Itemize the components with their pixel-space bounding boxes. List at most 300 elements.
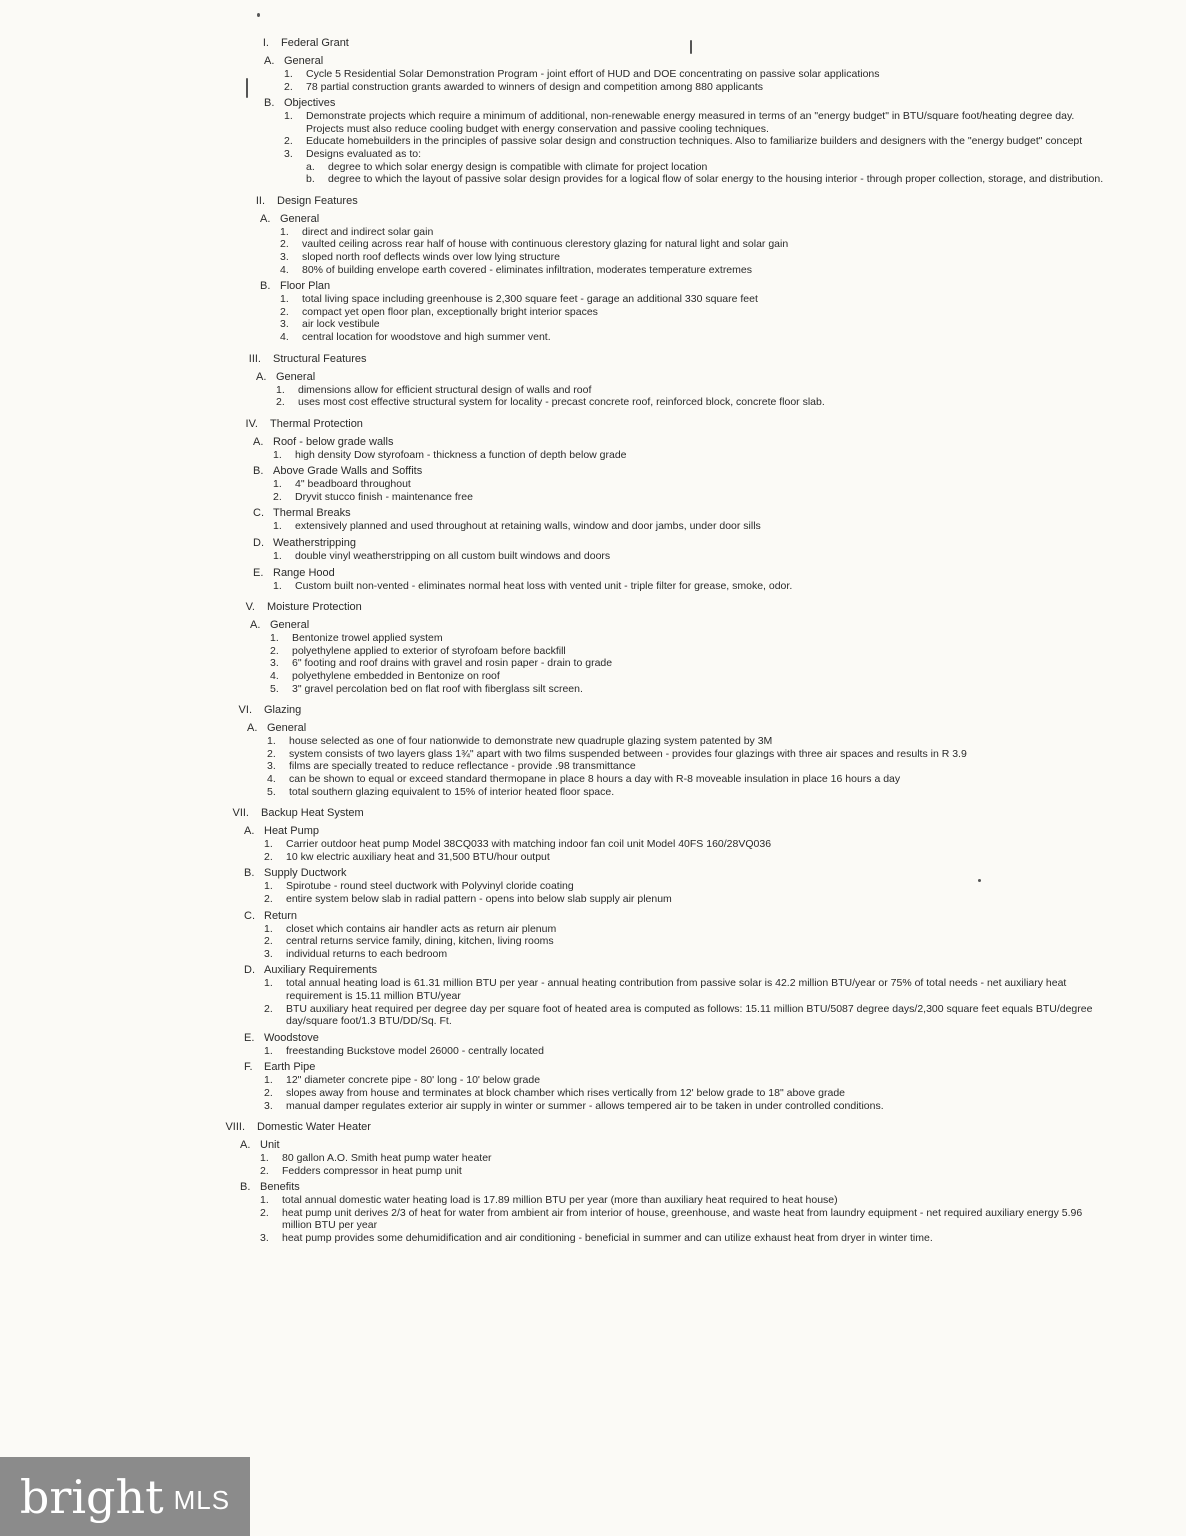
subsection-heading <box>244 909 1110 923</box>
outline-subsection <box>253 464 1110 503</box>
subsection-heading <box>260 279 1110 293</box>
section-number: V. <box>245 601 255 614</box>
item-number: 1. <box>264 922 273 935</box>
list-item <box>270 657 1110 670</box>
item-text-content: system consists of two layers glass 1¾" apart with two films suspended between - provides four glazings with three air spaces and results in R 3.9 <box>289 747 967 760</box>
list-item <box>264 1087 1110 1100</box>
list-item <box>270 683 1110 696</box>
item-text-content: total annual heating load is 61.31 million BTU per year - annual heating contribution from passive solar is 42.2 million BTU/year or 75% of total needs - net auxiliary heat requirement is 15.11 million BTU/year <box>286 977 1067 1002</box>
item-number: 5. <box>267 785 276 798</box>
list-item <box>270 645 1110 658</box>
item-number: 2. <box>273 490 282 503</box>
item-text <box>295 449 1110 462</box>
outline-subsection <box>244 1060 1110 1112</box>
item-text-content: total annual domestic water heating load is 17.89 million BTU per year (more than auxiliary heat required to heat house) <box>282 1194 838 1207</box>
list-item <box>264 1045 1110 1058</box>
item-list <box>284 68 1110 93</box>
list-item <box>280 306 1110 319</box>
item-number: 1. <box>270 632 279 645</box>
section-number: VIII. <box>225 1121 245 1134</box>
item-text-content: double vinyl weatherstripping on all custom built windows and doors <box>295 550 611 563</box>
item-text <box>302 226 1110 239</box>
item-text-content: Spirotube - round steel ductwork with Polyvinyl cloride coating <box>286 880 574 893</box>
item-text <box>282 1165 1110 1178</box>
subsection-letter: D. <box>253 537 264 550</box>
subsection-letter: A. <box>264 55 275 67</box>
item-number: 1. <box>264 977 273 990</box>
outline-subsection <box>244 1031 1110 1058</box>
item-number: 1. <box>273 448 282 461</box>
list-item <box>280 251 1110 264</box>
section-number: III. <box>248 352 261 365</box>
item-number: 1. <box>273 520 282 533</box>
item-number: 2. <box>280 238 289 251</box>
list-item <box>273 550 1110 563</box>
subsection-heading <box>244 963 1110 977</box>
brand-watermark <box>0 1457 250 1536</box>
item-number: 1. <box>273 478 282 491</box>
item-text-content: 3" gravel percolation bed on flat roof with fiberglass silt screen. <box>292 682 583 695</box>
item-text-content: Bentonize trowel applied system <box>292 632 443 645</box>
item-text-content: Demonstrate projects which require a minimum of additional, non-renewable energy measured in terms of an "energy budget" in BTU/square foot/heating degree day. Projects must also reduce cooling budget with energy conservation and passive cooling techniques. <box>306 110 1075 135</box>
scan-speck <box>690 40 692 54</box>
item-list <box>280 293 1110 343</box>
scan-speck <box>246 78 248 98</box>
item-text-content: uses most cost effective structural system for locality - precast concrete roof, reinforced block, concrete floor slab. <box>298 396 825 409</box>
subsection-heading <box>253 506 1110 520</box>
section-number: VII. <box>232 807 249 820</box>
outline-section <box>222 703 1110 798</box>
item-text-content: Fedders compressor in heat pump unit <box>282 1164 462 1177</box>
item-number: 2. <box>260 1206 269 1219</box>
subsection-letter: A. <box>260 212 271 225</box>
list-item <box>284 81 1110 94</box>
outline-section <box>225 600 1110 695</box>
subsection-title: Thermal Breaks <box>273 507 351 520</box>
subsection-title: Woodstove <box>264 1031 319 1044</box>
item-text <box>298 396 1110 409</box>
item-text <box>295 491 1110 504</box>
section-number: II. <box>255 194 265 207</box>
item-number: 1. <box>284 110 293 123</box>
section-title: Backup Heat System <box>261 807 364 820</box>
item-text-content: total living space including greenhouse is 2,300 square feet - garage an additional 330 square feet <box>302 293 758 306</box>
list-item <box>264 893 1110 906</box>
list-item <box>260 1232 1110 1245</box>
outline-subsection <box>244 909 1110 961</box>
outline-subsection <box>264 54 1110 93</box>
item-text-content: Cycle 5 Residential Solar Demonstration Program - joint effort of HUD and DOE concentrating on passive solar applications <box>306 68 880 80</box>
outline-subsection <box>260 279 1110 343</box>
section-heading <box>231 352 1110 367</box>
subsection-title: Weatherstripping <box>273 537 356 550</box>
item-list <box>273 580 1110 593</box>
subsection-heading <box>253 464 1110 478</box>
subsection-letter: C. <box>253 507 264 520</box>
section-heading <box>219 806 1110 821</box>
outline-subsection <box>240 1180 1110 1244</box>
subsection-heading <box>264 54 1110 68</box>
subsection-title: Range Hood <box>273 566 335 579</box>
item-text-content: BTU auxiliary heat required per degree day per square foot of heated area is computed as follows: 15.11 million BTU/5087 degree days/2,300 square feet equals BTU/degree day/square foot/1.3 BTU/DD/Sq. Ft. <box>286 1002 1093 1028</box>
item-text <box>286 880 1110 893</box>
outline-subsection <box>244 824 1110 863</box>
item-text <box>289 760 1110 773</box>
list-item <box>273 478 1110 491</box>
list-item <box>280 226 1110 239</box>
item-number: 2. <box>260 1164 269 1177</box>
item-text-content: can be shown to equal or exceed standard thermopane in place 8 hours a day with R-8 moveable insulation in place 16 hours a day <box>289 773 901 785</box>
item-text <box>289 786 1110 799</box>
outline-subsection <box>244 866 1110 905</box>
outline-subsection <box>260 212 1110 276</box>
item-text-content: 80 gallon A.O. Smith heat pump water heater <box>282 1152 492 1165</box>
list-item <box>280 331 1110 344</box>
item-number: 4. <box>280 263 289 276</box>
subsection-title: Supply Ductwork <box>264 867 347 880</box>
item-text-content: closet which contains air handler acts as return air plenum <box>286 922 557 935</box>
item-text-content: Designs evaluated as to: <box>306 147 421 160</box>
outline-section <box>215 1120 1110 1245</box>
subsection-letter: B. <box>264 97 275 110</box>
list-item <box>273 580 1110 593</box>
item-number: 4. <box>270 670 279 683</box>
subsection-letter: B. <box>240 1181 251 1194</box>
item-text <box>286 851 1110 864</box>
subsection-heading <box>256 370 1110 384</box>
subsection-heading <box>244 1060 1110 1074</box>
item-text-content: Educate homebuilders in the principles of passive solar design and construction techniques. Also to familiarize builders and designers with the "energy budget" concept <box>306 135 1083 148</box>
item-number: 1. <box>284 68 293 80</box>
item-list <box>260 1152 1110 1177</box>
subsection-title: Roof - below grade walls <box>273 435 394 448</box>
list-item <box>264 851 1110 864</box>
section-number: I. <box>262 37 269 49</box>
item-text-content: 80% of building envelope earth covered - eliminates infiltration, moderates temperature extremes <box>302 263 752 276</box>
item-text-content: individual returns to each bedroom <box>286 947 448 960</box>
item-text <box>286 893 1110 906</box>
item-text-content: total southern glazing equivalent to 15% of interior heated floor space. <box>289 785 615 798</box>
list-item <box>264 1100 1110 1113</box>
item-number: 3. <box>280 318 289 331</box>
item-number: 2. <box>264 935 273 948</box>
item-number: 3. <box>280 250 289 263</box>
list-item <box>280 264 1110 277</box>
item-list <box>264 923 1110 961</box>
subsection-title: Earth Pipe <box>264 1061 316 1074</box>
item-text <box>302 331 1110 344</box>
list-item <box>276 384 1110 397</box>
section-number: IV. <box>245 417 258 430</box>
list-item <box>260 1152 1110 1165</box>
subsection-title: General <box>280 212 320 225</box>
item-text <box>286 1100 1110 1113</box>
item-number: 2. <box>264 1086 273 1099</box>
item-text <box>295 520 1110 533</box>
item-text-content: central returns service family, dining, kitchen, living rooms <box>286 935 554 948</box>
outline-section <box>231 352 1110 409</box>
item-number: 1. <box>273 579 282 592</box>
outline-subsection <box>256 370 1110 409</box>
list-item <box>280 318 1110 331</box>
subitem-text: degree to which solar energy design is compatible with climate for project location <box>328 160 708 173</box>
item-number: 5. <box>270 682 279 695</box>
item-text-content: Custom built non-vented - eliminates normal heat loss with vented unit - triple filter for grease, smoke, odor. <box>295 579 793 592</box>
item-number: 3. <box>267 760 276 773</box>
item-text-content: high density Dow styrofoam - thickness a function of depth below grade <box>295 448 627 461</box>
item-text <box>302 238 1110 251</box>
subsection-letter: A. <box>253 435 264 448</box>
subsection-heading <box>253 536 1110 550</box>
subsection-title: General <box>276 370 316 383</box>
item-text-content: freestanding Buckstove model 26000 - centrally located <box>286 1044 544 1057</box>
subsection-title: Unit <box>260 1139 280 1152</box>
sub-list-item <box>306 161 1110 174</box>
item-text <box>292 683 1110 696</box>
list-item <box>264 923 1110 936</box>
list-item <box>267 735 1110 748</box>
list-item <box>284 148 1110 186</box>
subsection-letter: A. <box>256 370 267 383</box>
list-item <box>260 1165 1110 1178</box>
list-item <box>267 773 1110 786</box>
item-text-content: 4" beadboard throughout <box>295 478 411 491</box>
item-number: 3. <box>264 947 273 960</box>
subsection-letter: F. <box>244 1061 253 1074</box>
subsection-letter: D. <box>244 964 255 977</box>
subsection-title: Objectives <box>284 97 336 110</box>
item-text <box>295 478 1110 491</box>
item-text <box>292 657 1110 670</box>
item-list <box>264 977 1110 1027</box>
item-number: 1. <box>264 880 273 893</box>
item-text-content: polyethylene embedded in Bentonize on roof <box>292 670 500 683</box>
item-text <box>286 977 1110 1002</box>
item-text-content: dimensions allow for efficient structural design of walls and roof <box>298 383 592 396</box>
subsection-title: Benefits <box>260 1181 300 1194</box>
section-title: Moisture Protection <box>267 601 362 614</box>
list-item <box>270 670 1110 683</box>
item-text-content: 78 partial construction grants awarded to winners of design and competition among 880 applicants <box>306 80 764 93</box>
list-item <box>264 1003 1110 1028</box>
item-text <box>286 1074 1110 1087</box>
item-text-content: central location for woodstove and high summer vent. <box>302 330 551 343</box>
subsection-letter: C. <box>244 909 255 922</box>
item-text <box>302 318 1110 331</box>
outline-subsection <box>264 96 1110 186</box>
subsection-letter: A. <box>247 722 258 735</box>
item-text-content: 6" footing and roof drains with gravel and rosin paper - drain to grade <box>292 657 613 670</box>
list-item <box>284 110 1110 135</box>
item-text-content: extensively planned and used throughout at retaining walls, window and door jambs, under door sills <box>295 520 761 533</box>
item-text <box>295 550 1110 563</box>
list-item <box>264 838 1110 851</box>
item-number: 1. <box>273 550 282 563</box>
outline-subsection <box>250 618 1110 695</box>
section-heading <box>235 194 1110 209</box>
item-text-content: heat pump unit derives 2/3 of heat for water from ambient air from interior of house, greenhouse, and waste heat from laundry equipment - net required auxiliary energy 5.96 million BTU per year <box>282 1206 1083 1232</box>
item-text <box>306 135 1110 148</box>
item-list <box>267 735 1110 798</box>
subsection-heading <box>260 212 1110 226</box>
item-number: 1. <box>267 735 276 748</box>
outline-subsection <box>253 536 1110 563</box>
item-list <box>273 520 1110 533</box>
item-text-content: slopes away from house and terminates at block chamber which rises vertically from 12' below grade to 18" above grade <box>286 1086 846 1099</box>
item-number: 2. <box>284 80 293 93</box>
subsection-heading <box>240 1180 1110 1194</box>
subsection-heading <box>250 618 1110 632</box>
section-heading <box>215 1120 1110 1135</box>
item-text-content: 12" diameter concrete pipe - 80' long - 10' below grade <box>286 1074 541 1087</box>
subsection-heading <box>264 96 1110 110</box>
subitem-letter: b. <box>306 173 315 186</box>
item-list <box>284 110 1110 186</box>
item-text-content: 10 kw electric auxiliary heat and 31,500 BTU/hour output <box>286 850 550 863</box>
item-number: 4. <box>267 773 276 785</box>
list-item <box>264 880 1110 893</box>
subsection-heading <box>240 1138 1110 1152</box>
subsection-letter: B. <box>260 280 271 293</box>
item-text <box>295 580 1110 593</box>
item-text <box>286 948 1110 961</box>
item-text <box>286 935 1110 948</box>
subsection-title: Heat Pump <box>264 825 320 838</box>
item-number: 1. <box>264 1074 273 1087</box>
subsection-title: General <box>284 55 324 67</box>
item-text <box>289 748 1110 761</box>
list-item <box>273 449 1110 462</box>
item-number: 2. <box>280 305 289 318</box>
item-text <box>282 1194 1110 1207</box>
item-text <box>302 264 1110 277</box>
brand-name: bright <box>19 1469 164 1524</box>
section-title: Structural Features <box>273 352 367 365</box>
list-item <box>267 748 1110 761</box>
item-number: 3. <box>270 657 279 670</box>
item-text-content: vaulted ceiling across rear half of house with continuous clerestory glazing for natural light and solar gain <box>302 238 789 251</box>
subsection-title: Auxiliary Requirements <box>264 964 378 977</box>
list-item <box>267 786 1110 799</box>
item-text-content: polyethylene applied to exterior of styrofoam before backfill <box>292 644 566 657</box>
subitem-letter: a. <box>306 160 315 173</box>
list-item <box>267 760 1110 773</box>
document-outline <box>0 36 1186 1253</box>
subsection-heading <box>247 721 1110 735</box>
outline-section <box>239 36 1110 186</box>
section-heading <box>225 600 1110 615</box>
item-text <box>292 670 1110 683</box>
item-text <box>302 251 1110 264</box>
item-number: 1. <box>276 383 285 396</box>
outline-section <box>219 806 1110 1112</box>
list-item <box>280 293 1110 306</box>
item-list <box>260 1194 1110 1244</box>
item-text <box>286 923 1110 936</box>
item-text <box>298 384 1110 397</box>
item-text <box>289 773 1110 786</box>
item-number: 1. <box>260 1152 269 1165</box>
item-list <box>270 632 1110 695</box>
item-text <box>302 306 1110 319</box>
subsection-letter: E. <box>244 1031 255 1044</box>
section-number: VI. <box>238 704 252 717</box>
section-heading <box>228 417 1110 432</box>
item-number: 2. <box>284 135 293 148</box>
list-item <box>276 396 1110 409</box>
item-list <box>264 880 1110 905</box>
outline-section <box>235 194 1110 344</box>
subsection-letter: B. <box>253 465 264 478</box>
item-number: 2. <box>276 396 285 409</box>
section-title: Glazing <box>264 704 302 717</box>
subsection-title: General <box>270 619 310 632</box>
list-item <box>284 135 1110 148</box>
item-text <box>306 68 1110 81</box>
item-text <box>292 632 1110 645</box>
list-item <box>264 935 1110 948</box>
item-text <box>286 838 1110 851</box>
outline-subsection <box>244 963 1110 1027</box>
item-text-content: house selected as one of four nationwide to demonstrate new quadruple glazing system patented by 3M <box>289 735 773 748</box>
item-number: 1. <box>264 1044 273 1057</box>
item-text <box>302 293 1110 306</box>
list-item <box>264 948 1110 961</box>
item-number: 1. <box>280 225 289 238</box>
item-list <box>273 478 1110 503</box>
item-list <box>273 550 1110 563</box>
subsection-letter: A. <box>240 1139 251 1152</box>
item-text <box>286 1087 1110 1100</box>
item-text <box>282 1207 1110 1232</box>
list-item <box>284 68 1110 81</box>
item-text-content: entire system below slab in radial pattern - opens into below slab supply air plenum <box>286 892 672 905</box>
item-number: 4. <box>280 330 289 343</box>
item-list <box>280 226 1110 276</box>
section-title: Design Features <box>277 194 358 207</box>
item-text-content: Carrier outdoor heat pump Model 38CQ033 with matching indoor fan coil unit Model 40FS 160/28VQ036 <box>286 838 772 851</box>
item-text-content: heat pump provides some dehumidification and air conditioning - beneficial in summer and can utilize exhaust heat from dryer in winter time. <box>282 1232 933 1245</box>
outline-section <box>228 417 1110 593</box>
scan-speck <box>978 879 981 882</box>
subsection-heading <box>253 435 1110 449</box>
subsection-title: Return <box>264 909 298 922</box>
outline-subsection <box>253 506 1110 533</box>
subsection-title: Floor Plan <box>280 280 331 293</box>
subitem-text: degree to which the layout of passive solar design provides for a logical flow of solar energy to the housing interior - through proper collection, storage, and distribution. <box>328 173 1104 186</box>
outline-subsection <box>253 566 1110 593</box>
item-text <box>306 110 1110 135</box>
item-number: 3. <box>284 147 293 160</box>
list-item <box>280 238 1110 251</box>
item-number: 2. <box>264 850 273 863</box>
item-number: 3. <box>260 1232 269 1245</box>
item-text-content: Dryvit stucco finish - maintenance free <box>295 490 473 503</box>
item-text <box>306 81 1110 94</box>
item-number: 3. <box>264 1099 273 1112</box>
item-text-content: air lock vestibule <box>302 318 380 331</box>
subsection-title: General <box>267 722 307 735</box>
list-item <box>270 632 1110 645</box>
item-number: 1. <box>280 293 289 306</box>
item-number: 2. <box>264 1002 273 1015</box>
item-text <box>286 1045 1110 1058</box>
subsection-heading <box>244 824 1110 838</box>
list-item <box>260 1194 1110 1207</box>
item-text-content: compact yet open floor plan, exceptionally bright interior spaces <box>302 305 598 318</box>
item-text <box>292 645 1110 658</box>
item-list <box>264 838 1110 863</box>
